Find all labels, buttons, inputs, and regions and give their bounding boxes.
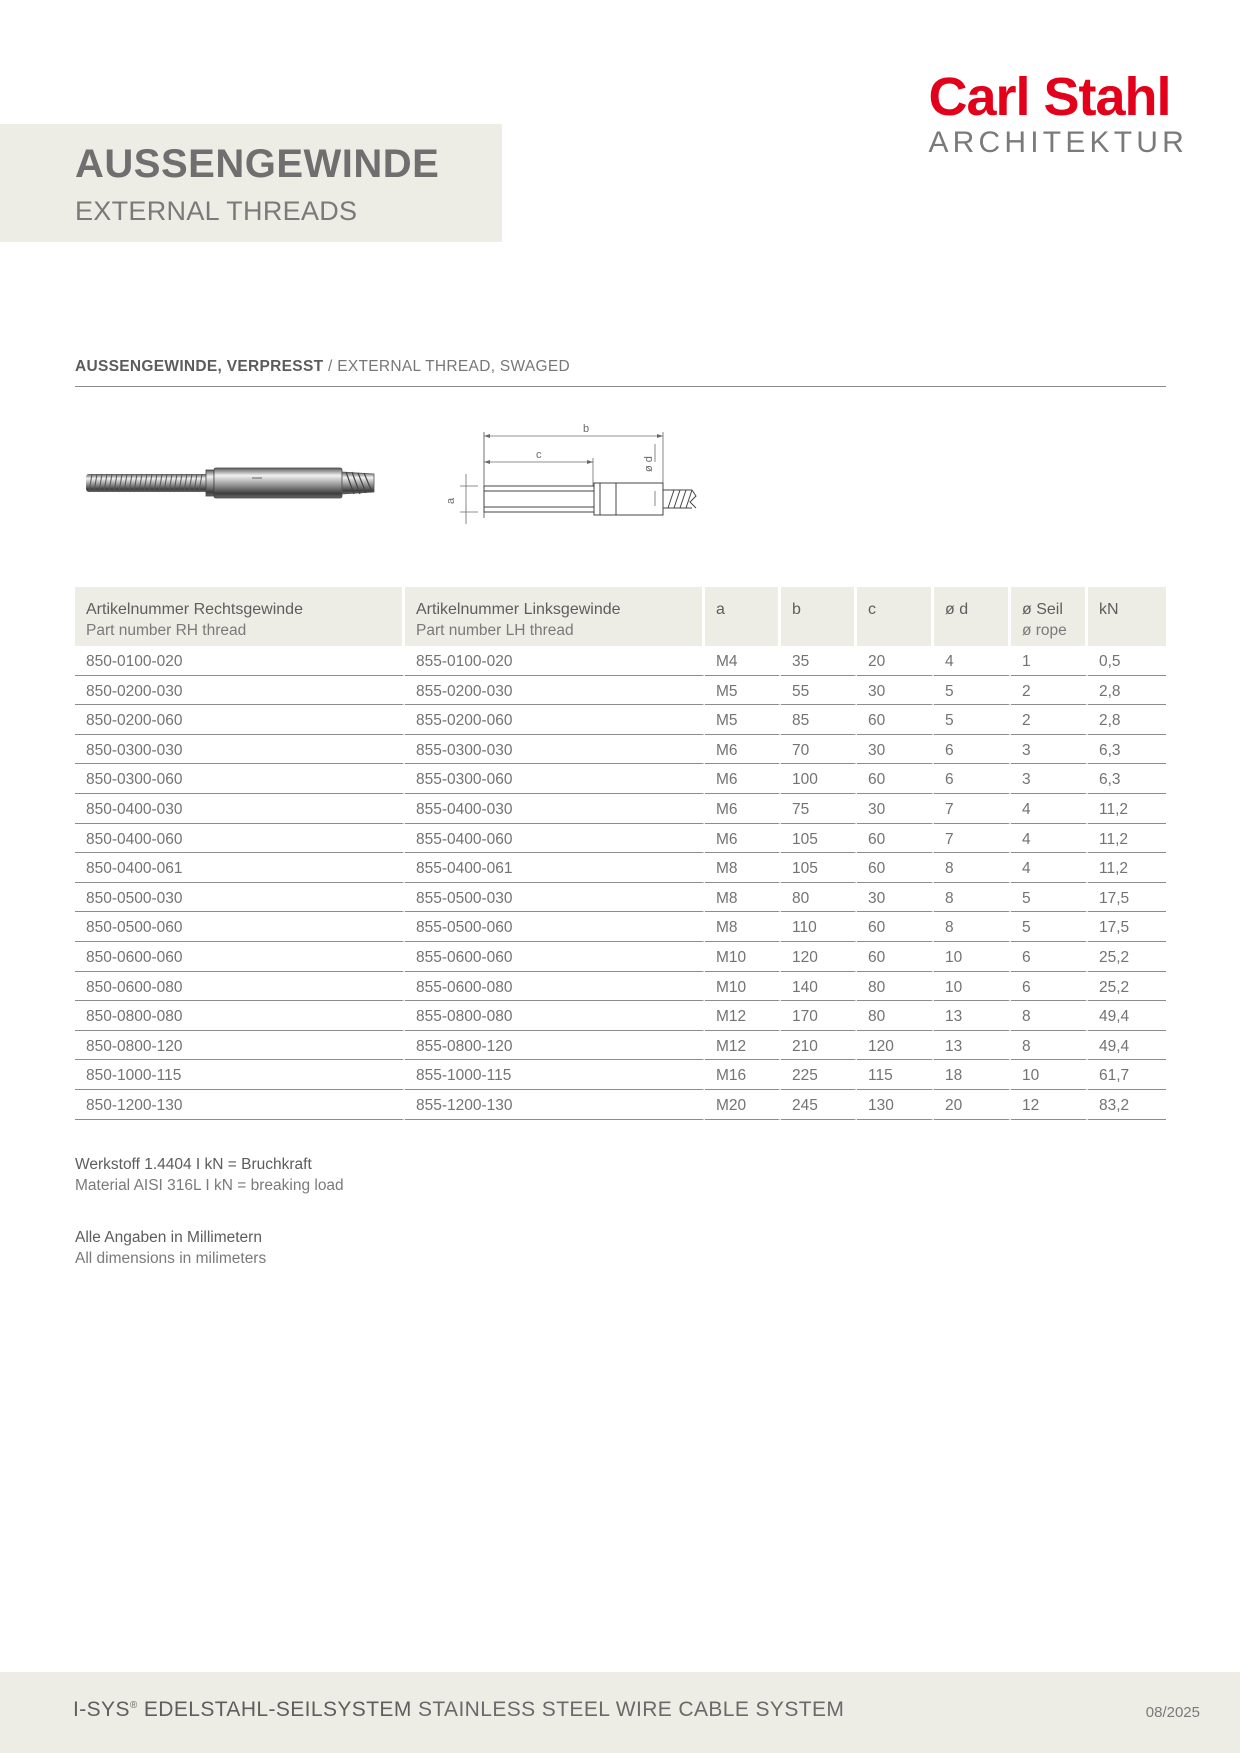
table-cell-c: 60 bbox=[857, 764, 934, 794]
table-cell-rope-diameter: 10 bbox=[1011, 1060, 1088, 1090]
table-cell-kn: 11,2 bbox=[1088, 794, 1166, 824]
table-cell-a: M8 bbox=[705, 883, 781, 913]
table-cell-a: M20 bbox=[705, 1090, 781, 1120]
table-cell-kn: 17,5 bbox=[1088, 912, 1166, 942]
table-cell-kn: 49,4 bbox=[1088, 1031, 1166, 1061]
column-header-b bbox=[781, 587, 857, 646]
table-row bbox=[75, 883, 1166, 913]
table-cell-lh-part-number: 855-0500-030 bbox=[405, 883, 705, 913]
table-cell-rope-diameter: 2 bbox=[1011, 705, 1088, 735]
table-cell-lh-part-number: 855-0500-060 bbox=[405, 912, 705, 942]
table-cell-kn: 25,2 bbox=[1088, 942, 1166, 972]
table-cell-rope-diameter: 8 bbox=[1011, 1001, 1088, 1031]
table-cell-b: 245 bbox=[781, 1090, 857, 1120]
carl-stahl-logo bbox=[928, 67, 1188, 159]
table-cell-c: 30 bbox=[857, 676, 934, 706]
table-cell-c: 120 bbox=[857, 1031, 934, 1061]
table-cell-rh-part-number: 850-0500-060 bbox=[75, 912, 405, 942]
table-cell-c: 80 bbox=[857, 1001, 934, 1031]
table-cell-a: M12 bbox=[705, 1031, 781, 1061]
table-cell-rh-part-number: 850-0300-030 bbox=[75, 735, 405, 765]
column-header-c bbox=[857, 587, 934, 646]
column-header-label: Artikelnummer Rechtsgewinde bbox=[86, 601, 303, 618]
table-cell-d: 10 bbox=[934, 972, 1011, 1002]
table-cell-d: 20 bbox=[934, 1090, 1011, 1120]
table-cell-b: 75 bbox=[781, 794, 857, 824]
column-header-kn bbox=[1088, 587, 1166, 646]
table-cell-a: M6 bbox=[705, 794, 781, 824]
footer bbox=[0, 1672, 1240, 1753]
table-cell-rh-part-number: 850-0800-120 bbox=[75, 1031, 405, 1061]
table-cell-kn: 61,7 bbox=[1088, 1060, 1166, 1090]
table-cell-rope-diameter: 6 bbox=[1011, 972, 1088, 1002]
section-heading-de: AUSSENGEWINDE, VERPRESST bbox=[75, 358, 324, 375]
dim-label-d: ø d bbox=[643, 456, 655, 472]
table-cell-rope-diameter: 5 bbox=[1011, 912, 1088, 942]
table-cell-d: 8 bbox=[934, 912, 1011, 942]
table-cell-lh-part-number: 855-0300-060 bbox=[405, 764, 705, 794]
page-subtitle: EXTERNAL THREADS bbox=[75, 196, 358, 226]
table-cell-d: 8 bbox=[934, 883, 1011, 913]
table-cell-b: 210 bbox=[781, 1031, 857, 1061]
table-cell-a: M8 bbox=[705, 912, 781, 942]
table-row bbox=[75, 1060, 1166, 1090]
section-heading-separator: / bbox=[323, 358, 338, 375]
table-cell-rope-diameter: 5 bbox=[1011, 883, 1088, 913]
column-header-label: kN bbox=[1099, 601, 1119, 618]
table-row bbox=[75, 735, 1166, 765]
table-cell-c: 30 bbox=[857, 794, 934, 824]
column-header-lh-part-number bbox=[405, 587, 705, 646]
table-cell-rope-diameter: 4 bbox=[1011, 853, 1088, 883]
table-cell-rope-diameter: 4 bbox=[1011, 824, 1088, 854]
wire-rope-end bbox=[342, 472, 374, 494]
table-cell-lh-part-number: 855-0200-030 bbox=[405, 676, 705, 706]
spec-table bbox=[75, 587, 1166, 1120]
page-title: AUSSENGEWINDE bbox=[75, 142, 440, 186]
dim-label-c: c bbox=[536, 449, 542, 461]
table-cell-kn: 25,2 bbox=[1088, 972, 1166, 1002]
table-cell-lh-part-number: 855-0300-030 bbox=[405, 735, 705, 765]
table-cell-kn: 17,5 bbox=[1088, 883, 1166, 913]
table-cell-lh-part-number: 855-0400-030 bbox=[405, 794, 705, 824]
table-cell-rope-diameter: 8 bbox=[1011, 1031, 1088, 1061]
footer-product: I-SYS bbox=[73, 1698, 130, 1721]
table-cell-c: 30 bbox=[857, 883, 934, 913]
threaded-stud bbox=[86, 474, 214, 492]
table-cell-b: 105 bbox=[781, 824, 857, 854]
table-cell-lh-part-number: 855-0100-020 bbox=[405, 646, 705, 676]
table-row bbox=[75, 794, 1166, 824]
table-cell-lh-part-number: 855-0600-060 bbox=[405, 942, 705, 972]
column-header-label: Artikelnummer Linksgewinde bbox=[416, 601, 621, 618]
table-row bbox=[75, 824, 1166, 854]
table-cell-b: 140 bbox=[781, 972, 857, 1002]
table-cell-lh-part-number: 855-0800-080 bbox=[405, 1001, 705, 1031]
table-cell-kn: 6,3 bbox=[1088, 735, 1166, 765]
table-cell-rh-part-number: 850-0600-060 bbox=[75, 942, 405, 972]
table-cell-rope-diameter: 3 bbox=[1011, 764, 1088, 794]
table-cell-c: 60 bbox=[857, 942, 934, 972]
table-header-row bbox=[75, 587, 1166, 646]
table-cell-rope-diameter: 4 bbox=[1011, 794, 1088, 824]
dimensions-note-en: All dimensions in milimeters bbox=[75, 1250, 267, 1267]
column-header-rope-diameter bbox=[1011, 587, 1088, 646]
table-cell-b: 80 bbox=[781, 883, 857, 913]
table-cell-b: 70 bbox=[781, 735, 857, 765]
table-cell-c: 60 bbox=[857, 912, 934, 942]
table-cell-kn: 2,8 bbox=[1088, 676, 1166, 706]
table-cell-c: 130 bbox=[857, 1090, 934, 1120]
table-row bbox=[75, 646, 1166, 676]
table-cell-c: 115 bbox=[857, 1060, 934, 1090]
table-cell-c: 60 bbox=[857, 824, 934, 854]
table-cell-b: 110 bbox=[781, 912, 857, 942]
table-cell-rope-diameter: 3 bbox=[1011, 735, 1088, 765]
table-cell-b: 120 bbox=[781, 942, 857, 972]
section-heading bbox=[75, 358, 1166, 387]
column-header-rh-part-number bbox=[75, 587, 405, 646]
table-row bbox=[75, 942, 1166, 972]
table-cell-d: 5 bbox=[934, 676, 1011, 706]
table-cell-rh-part-number: 850-0400-061 bbox=[75, 853, 405, 883]
table-cell-c: 80 bbox=[857, 972, 934, 1002]
table-row bbox=[75, 1001, 1166, 1031]
table-cell-c: 30 bbox=[857, 735, 934, 765]
column-header-label: a bbox=[716, 601, 725, 618]
table-cell-kn: 6,3 bbox=[1088, 764, 1166, 794]
table-cell-rh-part-number: 850-0500-030 bbox=[75, 883, 405, 913]
table-cell-lh-part-number: 855-1200-130 bbox=[405, 1090, 705, 1120]
table-row bbox=[75, 853, 1166, 883]
table-cell-a: M10 bbox=[705, 972, 781, 1002]
table-cell-d: 10 bbox=[934, 942, 1011, 972]
table-cell-d: 13 bbox=[934, 1001, 1011, 1031]
technical-drawing bbox=[440, 418, 760, 536]
dimensions-note-de: Alle Angaben in Millimetern bbox=[75, 1229, 262, 1246]
table-cell-a: M6 bbox=[705, 764, 781, 794]
table-cell-a: M10 bbox=[705, 942, 781, 972]
table-cell-c: 60 bbox=[857, 853, 934, 883]
table-cell-d: 8 bbox=[934, 853, 1011, 883]
table-row bbox=[75, 972, 1166, 1002]
product-photo bbox=[82, 460, 402, 510]
table-cell-rh-part-number: 850-1000-115 bbox=[75, 1060, 405, 1090]
table-cell-d: 4 bbox=[934, 646, 1011, 676]
column-header-a bbox=[705, 587, 781, 646]
dim-label-b: b bbox=[583, 423, 590, 435]
table-cell-rope-diameter: 1 bbox=[1011, 646, 1088, 676]
table-cell-d: 6 bbox=[934, 764, 1011, 794]
logo-subtitle: ARCHITEKTUR bbox=[928, 126, 1188, 159]
table-cell-a: M5 bbox=[705, 676, 781, 706]
section-heading-en: EXTERNAL THREAD, SWAGED bbox=[337, 358, 571, 375]
table-cell-a: M12 bbox=[705, 1001, 781, 1031]
table-row bbox=[75, 676, 1166, 706]
column-header-label: ø d bbox=[945, 601, 969, 618]
table-cell-d: 18 bbox=[934, 1060, 1011, 1090]
column-header-sublabel: Part number LH thread bbox=[416, 622, 574, 639]
logo-brand: Carl Stahl bbox=[928, 67, 1171, 127]
table-cell-lh-part-number: 855-0200-060 bbox=[405, 705, 705, 735]
dim-label-a: a bbox=[445, 497, 457, 504]
column-header-label: c bbox=[868, 601, 876, 618]
swaged-sleeve bbox=[206, 468, 342, 498]
table-cell-a: M6 bbox=[705, 735, 781, 765]
table-cell-lh-part-number: 855-0800-120 bbox=[405, 1031, 705, 1061]
column-header-label: b bbox=[792, 601, 801, 618]
table-cell-rh-part-number: 850-0600-080 bbox=[75, 972, 405, 1002]
table-cell-kn: 11,2 bbox=[1088, 853, 1166, 883]
table-cell-kn: 0,5 bbox=[1088, 646, 1166, 676]
table-cell-d: 5 bbox=[934, 705, 1011, 735]
table-cell-b: 35 bbox=[781, 646, 857, 676]
table-cell-lh-part-number: 855-0600-080 bbox=[405, 972, 705, 1002]
table-row bbox=[75, 1031, 1166, 1061]
table-cell-kn: 2,8 bbox=[1088, 705, 1166, 735]
table-cell-d: 7 bbox=[934, 824, 1011, 854]
table-cell-rh-part-number: 850-0200-030 bbox=[75, 676, 405, 706]
table-cell-rh-part-number: 850-0800-080 bbox=[75, 1001, 405, 1031]
notes bbox=[75, 1154, 344, 1269]
column-header-d bbox=[934, 587, 1011, 646]
table-cell-rope-diameter: 2 bbox=[1011, 676, 1088, 706]
table-cell-rh-part-number: 850-1200-130 bbox=[75, 1090, 405, 1120]
table-cell-b: 85 bbox=[781, 705, 857, 735]
column-header-label: ø Seil bbox=[1022, 601, 1063, 618]
table-row bbox=[75, 764, 1166, 794]
table-row bbox=[75, 1090, 1166, 1120]
table-cell-kn: 49,4 bbox=[1088, 1001, 1166, 1031]
table-cell-rh-part-number: 850-0200-060 bbox=[75, 705, 405, 735]
table-cell-a: M6 bbox=[705, 824, 781, 854]
footer-title bbox=[73, 1698, 844, 1722]
table-cell-d: 13 bbox=[934, 1031, 1011, 1061]
table-row bbox=[75, 705, 1166, 735]
column-header-sublabel: ø rope bbox=[1022, 622, 1067, 639]
table-cell-b: 55 bbox=[781, 676, 857, 706]
table-cell-rh-part-number: 850-0400-060 bbox=[75, 824, 405, 854]
material-note-de: Werkstoff 1.4404 I kN = Bruchkraft bbox=[75, 1156, 312, 1173]
table-cell-c: 20 bbox=[857, 646, 934, 676]
footer-rest-text: STAINLESS STEEL WIRE CABLE SYSTEM bbox=[411, 1698, 845, 1721]
table-cell-rope-diameter: 6 bbox=[1011, 942, 1088, 972]
table-cell-d: 6 bbox=[934, 735, 1011, 765]
table-cell-rope-diameter: 12 bbox=[1011, 1090, 1088, 1120]
footer-date: 08/2025 bbox=[1145, 1704, 1200, 1721]
table-cell-rh-part-number: 850-0100-020 bbox=[75, 646, 405, 676]
table-cell-lh-part-number: 855-1000-115 bbox=[405, 1060, 705, 1090]
table-cell-lh-part-number: 855-0400-061 bbox=[405, 853, 705, 883]
table-cell-b: 225 bbox=[781, 1060, 857, 1090]
table-cell-d: 7 bbox=[934, 794, 1011, 824]
table-body bbox=[75, 646, 1166, 1120]
table-cell-kn: 83,2 bbox=[1088, 1090, 1166, 1120]
material-note-en: Material AISI 316L I kN = breaking load bbox=[75, 1177, 344, 1194]
table-row bbox=[75, 912, 1166, 942]
footer-reg-mark: ® bbox=[129, 1700, 138, 1711]
table-cell-a: M4 bbox=[705, 646, 781, 676]
table-cell-kn: 11,2 bbox=[1088, 824, 1166, 854]
title-band bbox=[0, 124, 502, 242]
table-cell-rh-part-number: 850-0400-030 bbox=[75, 794, 405, 824]
footer-bold-text: EDELSTAHL-SEILSYSTEM bbox=[137, 1698, 412, 1721]
table-cell-a: M8 bbox=[705, 853, 781, 883]
table-cell-rh-part-number: 850-0300-060 bbox=[75, 764, 405, 794]
table-cell-a: M16 bbox=[705, 1060, 781, 1090]
table-cell-b: 170 bbox=[781, 1001, 857, 1031]
table-cell-c: 60 bbox=[857, 705, 934, 735]
table-cell-lh-part-number: 855-0400-060 bbox=[405, 824, 705, 854]
table-cell-b: 105 bbox=[781, 853, 857, 883]
column-header-sublabel: Part number RH thread bbox=[86, 622, 247, 639]
table-cell-b: 100 bbox=[781, 764, 857, 794]
table-cell-a: M5 bbox=[705, 705, 781, 735]
